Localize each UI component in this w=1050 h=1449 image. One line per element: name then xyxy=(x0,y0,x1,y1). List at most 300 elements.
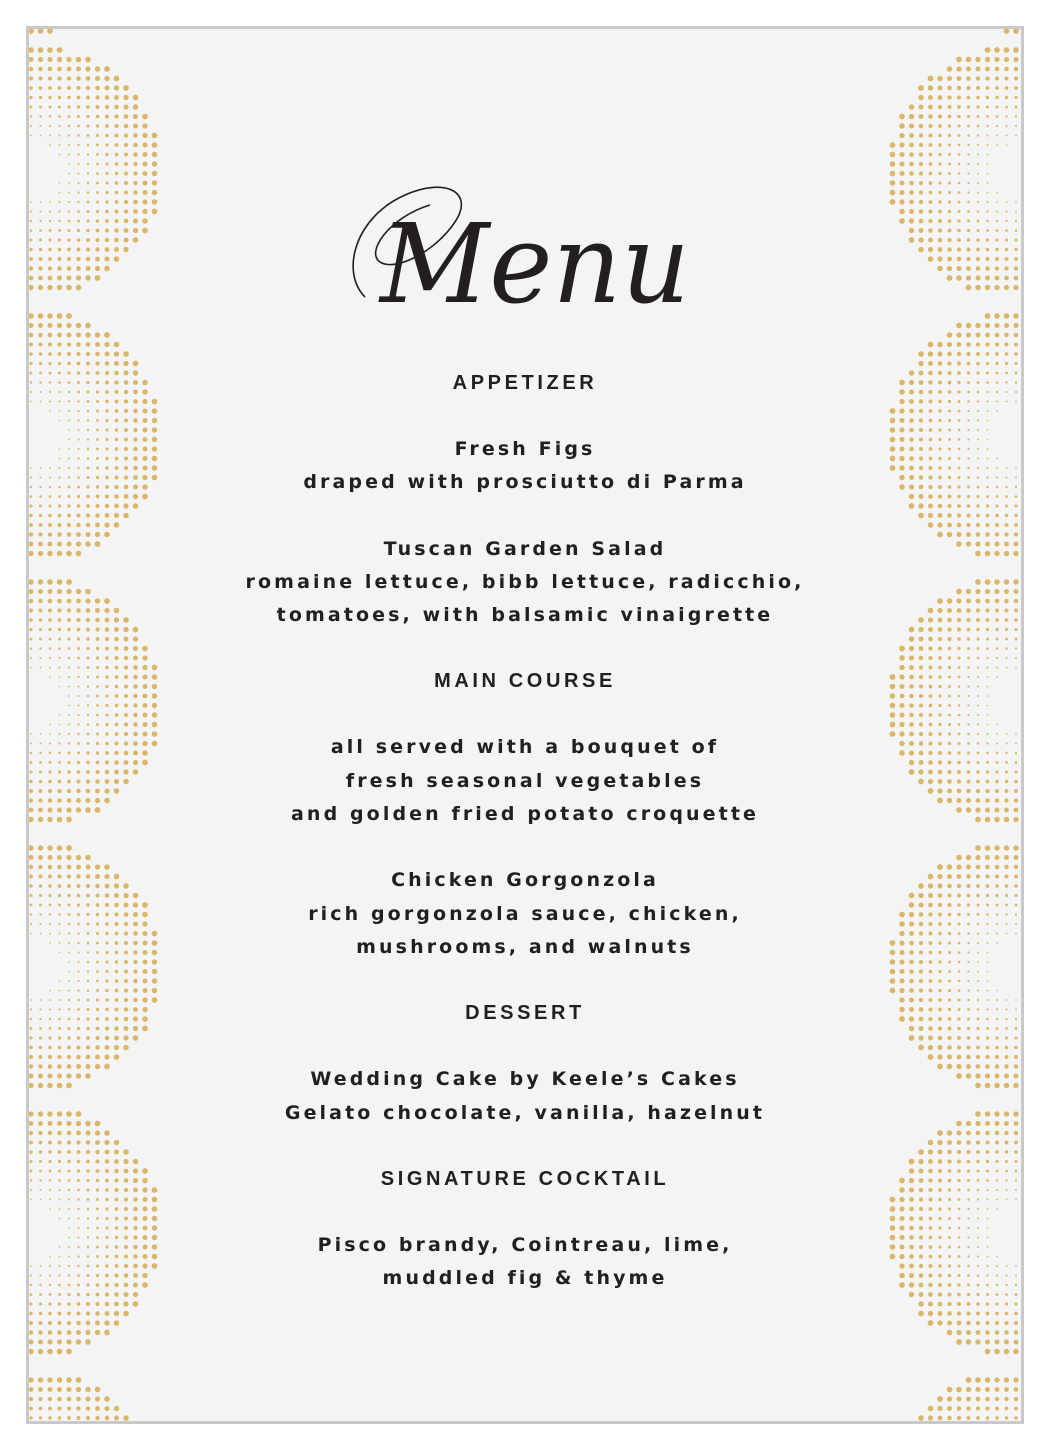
gold-dot xyxy=(1005,381,1007,383)
gold-dot xyxy=(967,733,970,736)
gold-dot xyxy=(58,657,60,659)
gold-dot xyxy=(986,742,988,744)
gold-dot xyxy=(1014,1074,1019,1079)
gold-dot xyxy=(956,532,961,537)
gold-dot xyxy=(987,980,989,982)
gold-dot xyxy=(995,342,999,346)
gold-dot xyxy=(105,438,108,441)
gold-dot xyxy=(47,1349,53,1355)
gold-dot xyxy=(996,1189,998,1191)
gold-dot xyxy=(152,741,158,747)
gold-dot xyxy=(958,144,961,147)
gold-dot xyxy=(986,1416,990,1420)
gold-dot xyxy=(77,134,79,136)
gold-dot xyxy=(987,971,989,973)
gold-dot xyxy=(68,1198,70,1200)
gold-dot xyxy=(996,933,998,935)
gold-dot xyxy=(966,807,971,812)
gold-dot xyxy=(987,705,989,707)
gold-dot xyxy=(49,476,51,478)
gold-dot xyxy=(105,1017,109,1021)
gold-dot xyxy=(919,656,924,661)
gold-dot xyxy=(105,884,110,889)
gold-dot xyxy=(975,541,980,546)
gold-dot xyxy=(87,723,90,726)
gold-dot xyxy=(124,713,128,717)
gold-dot xyxy=(40,467,42,469)
gold-dot xyxy=(947,1036,951,1040)
gold-dot xyxy=(59,686,61,688)
gold-dot xyxy=(976,761,979,764)
gold-dot xyxy=(909,447,914,452)
gold-dot xyxy=(96,163,99,166)
gold-dot xyxy=(938,779,943,784)
gold-dot xyxy=(985,874,989,878)
gold-dot xyxy=(928,770,933,775)
gold-dot xyxy=(95,1311,100,1316)
gold-dot xyxy=(986,1312,990,1316)
gold-dot xyxy=(938,1236,941,1239)
gold-dot xyxy=(133,162,137,166)
gold-dot xyxy=(68,1284,71,1287)
gold-dot xyxy=(996,742,998,744)
gold-dot xyxy=(105,1274,109,1278)
gold-dot xyxy=(977,439,979,441)
gold-dot xyxy=(996,942,998,944)
gold-dot xyxy=(909,475,914,480)
gold-dot xyxy=(29,579,34,584)
gold-dot xyxy=(996,135,998,137)
gold-dot xyxy=(87,457,90,460)
gold-dot xyxy=(938,970,941,973)
gold-dot xyxy=(996,1256,998,1258)
gold-dot xyxy=(948,429,951,432)
gold-dot xyxy=(957,618,961,622)
gold-dot xyxy=(87,676,90,679)
gold-dot xyxy=(947,1055,952,1060)
gold-dot xyxy=(133,741,138,746)
gold-dot xyxy=(114,637,119,642)
gold-dot xyxy=(995,67,1000,72)
gold-dot xyxy=(919,912,924,917)
gold-dot xyxy=(86,504,90,508)
gold-dot xyxy=(977,999,979,1001)
gold-dot xyxy=(986,1198,988,1200)
gold-dot xyxy=(919,713,923,717)
item-spacer xyxy=(189,1030,861,1063)
gold-dot xyxy=(133,1197,138,1202)
gold-dot xyxy=(96,153,99,156)
gold-dot xyxy=(95,798,100,803)
gold-dot xyxy=(40,135,42,137)
gold-dot xyxy=(977,1255,979,1257)
gold-dot xyxy=(1005,115,1007,117)
section-heading: APPETIZER xyxy=(452,372,598,394)
gold-dot xyxy=(909,988,914,993)
gold-dot xyxy=(133,760,138,765)
gold-dot xyxy=(918,1035,923,1040)
gold-dot xyxy=(30,933,32,935)
gold-dot xyxy=(30,743,32,745)
gold-dot xyxy=(1006,667,1008,669)
gold-dot xyxy=(105,400,108,403)
gold-dot xyxy=(899,456,904,461)
gold-dot xyxy=(76,1064,81,1069)
gold-dot xyxy=(68,952,70,954)
gold-dot xyxy=(68,733,70,735)
gold-dot xyxy=(948,751,952,755)
gold-dot xyxy=(994,1083,1000,1089)
gold-dot xyxy=(87,733,90,736)
gold-dot xyxy=(938,1026,942,1030)
gold-dot xyxy=(142,465,147,470)
gold-dot xyxy=(987,410,989,412)
gold-dot xyxy=(87,163,89,165)
gold-dot xyxy=(947,884,952,889)
gold-dot xyxy=(77,647,80,650)
gold-dot xyxy=(86,381,89,384)
gold-dot xyxy=(918,351,924,357)
gold-dot xyxy=(919,760,924,765)
gold-dot xyxy=(1005,514,1008,517)
gold-dot xyxy=(86,874,91,879)
gold-dot xyxy=(929,666,933,670)
gold-dot xyxy=(928,361,933,366)
gold-dot xyxy=(967,1227,969,1229)
gold-dot xyxy=(985,1377,990,1382)
gold-dot xyxy=(57,542,62,547)
gold-dot xyxy=(87,989,90,992)
gold-dot xyxy=(143,713,148,718)
gold-dot xyxy=(919,1273,924,1278)
gold-dot xyxy=(77,1160,81,1164)
gold-dot xyxy=(995,1064,999,1068)
gold-dot xyxy=(958,400,961,403)
gold-dot xyxy=(133,503,139,509)
gold-dot xyxy=(133,456,138,461)
gold-dot xyxy=(38,1349,44,1355)
gold-dot xyxy=(986,1265,988,1267)
gold-dot xyxy=(95,1396,100,1401)
gold-dot xyxy=(67,1027,70,1030)
gold-dot xyxy=(58,1046,62,1050)
gold-dot xyxy=(938,979,941,982)
gold-dot xyxy=(39,742,41,744)
gold-dot xyxy=(1014,76,1018,80)
gold-dot xyxy=(938,1179,942,1183)
gold-dot xyxy=(133,769,139,775)
gold-dot xyxy=(1014,1407,1018,1411)
gold-dot xyxy=(77,467,79,469)
gold-dot xyxy=(1004,1121,1009,1126)
gold-dot xyxy=(1005,1284,1007,1286)
gold-dot xyxy=(958,733,961,736)
gold-dot xyxy=(68,1265,70,1267)
gold-dot xyxy=(1004,532,1008,536)
gold-dot xyxy=(977,429,979,431)
gold-dot xyxy=(57,608,61,612)
gold-dot xyxy=(49,1293,52,1296)
gold-dot xyxy=(994,579,1000,585)
gold-dot xyxy=(899,1007,904,1012)
gold-dot xyxy=(87,942,90,945)
gold-dot xyxy=(58,96,61,99)
gold-dot xyxy=(59,1218,61,1220)
gold-dot xyxy=(938,1169,942,1173)
gold-dot xyxy=(948,666,951,669)
gold-dot xyxy=(105,1416,110,1421)
gold-dot xyxy=(68,971,70,973)
gold-dot xyxy=(918,1045,924,1051)
gold-dot xyxy=(1004,76,1008,80)
gold-dot xyxy=(1005,372,1008,375)
gold-dot xyxy=(890,1235,896,1241)
gold-dot xyxy=(987,439,989,441)
gold-dot xyxy=(66,1339,71,1344)
gold-dot xyxy=(133,969,137,973)
gold-dot xyxy=(76,342,81,347)
gold-dot xyxy=(114,1320,120,1326)
gold-dot xyxy=(76,57,82,63)
gold-dot xyxy=(1015,1199,1017,1201)
gold-dot xyxy=(977,173,979,175)
gold-dot xyxy=(929,970,933,974)
gold-dot xyxy=(938,922,942,926)
gold-dot xyxy=(95,864,100,869)
gold-dot xyxy=(967,134,970,137)
gold-dot xyxy=(105,951,108,954)
gold-dot xyxy=(39,1046,43,1050)
gold-dot xyxy=(59,952,61,954)
gold-dot xyxy=(114,1283,118,1287)
gold-dot xyxy=(1005,1160,1008,1163)
gold-dot xyxy=(918,617,924,623)
gold-dot xyxy=(115,666,119,670)
gold-dot xyxy=(1015,647,1017,649)
gold-dot xyxy=(947,1150,952,1155)
gold-dot xyxy=(152,152,157,157)
gold-dot xyxy=(96,932,99,935)
gold-dot xyxy=(67,1302,70,1305)
gold-dot xyxy=(77,1169,80,1172)
gold-dot xyxy=(39,1179,41,1181)
gold-dot xyxy=(49,904,52,907)
gold-dot xyxy=(937,788,942,793)
gold-dot xyxy=(115,447,119,451)
gold-dot xyxy=(947,1311,952,1316)
gold-dot xyxy=(977,657,980,660)
gold-dot xyxy=(967,504,971,508)
gold-dot xyxy=(976,894,979,897)
gold-dot xyxy=(985,1339,990,1344)
gold-dot xyxy=(114,1292,119,1297)
gold-dot xyxy=(1004,1397,1008,1401)
gold-dot xyxy=(48,599,52,603)
gold-dot xyxy=(29,86,33,90)
gold-dot xyxy=(967,1036,971,1040)
gold-dot xyxy=(105,647,109,651)
gold-dot xyxy=(96,1246,99,1249)
gold-dot xyxy=(899,427,904,432)
gold-dot xyxy=(937,598,943,604)
item-spacer xyxy=(189,698,861,731)
gold-dot xyxy=(1004,57,1009,62)
gold-dot xyxy=(86,532,91,537)
gold-dot xyxy=(49,942,51,944)
gold-dot xyxy=(58,1407,62,1411)
gold-dot xyxy=(937,1396,943,1402)
gold-dot xyxy=(958,476,961,479)
gold-dot xyxy=(919,1169,924,1174)
menu-title-text: Menu xyxy=(378,200,690,328)
gold-dot xyxy=(152,940,158,946)
gold-dot xyxy=(67,884,71,888)
gold-dot xyxy=(133,1273,138,1278)
section-spacer xyxy=(189,964,861,997)
gold-dot xyxy=(142,484,147,489)
gold-dot xyxy=(1015,657,1017,659)
gold-dot xyxy=(47,29,53,34)
gold-dot xyxy=(957,1017,960,1020)
gold-dot xyxy=(124,1254,128,1258)
gold-dot xyxy=(938,381,942,385)
gold-dot xyxy=(68,1237,70,1239)
gold-dot xyxy=(947,893,951,897)
gold-dot xyxy=(86,779,90,783)
gold-dot xyxy=(919,675,923,679)
gold-dot xyxy=(67,637,70,640)
gold-dot xyxy=(39,1055,43,1059)
gold-dot xyxy=(919,399,923,403)
gold-dot xyxy=(96,685,99,688)
gold-dot xyxy=(958,163,960,165)
gold-dot xyxy=(899,950,904,955)
gold-dot xyxy=(124,751,129,756)
gold-dot xyxy=(976,798,981,803)
gold-dot xyxy=(68,666,70,668)
gold-dot xyxy=(948,457,951,460)
gold-dot xyxy=(1004,1349,1010,1355)
gold-dot xyxy=(77,514,81,518)
gold-dot xyxy=(77,1265,79,1267)
gold-dot xyxy=(124,428,128,432)
gold-dot xyxy=(996,761,999,764)
gold-dot xyxy=(105,1311,110,1316)
gold-dot xyxy=(143,684,148,689)
gold-dot xyxy=(919,380,924,385)
gold-dot xyxy=(95,1302,99,1306)
gold-dot xyxy=(967,999,970,1002)
gold-dot xyxy=(96,942,99,945)
gold-dot xyxy=(68,724,70,726)
gold-dot xyxy=(39,884,42,887)
gold-dot xyxy=(958,1236,960,1238)
gold-dot xyxy=(87,704,89,706)
gold-dot xyxy=(59,1208,61,1210)
gold-dot xyxy=(76,1377,82,1383)
gold-dot xyxy=(967,970,969,972)
gold-dot xyxy=(1015,913,1017,915)
gold-dot xyxy=(58,1036,61,1039)
gold-dot xyxy=(929,457,933,461)
gold-dot xyxy=(1005,1312,1009,1316)
gold-dot xyxy=(30,391,32,393)
gold-dot xyxy=(48,770,51,773)
gold-dot xyxy=(76,523,80,527)
gold-dot xyxy=(967,742,970,745)
gold-dot xyxy=(124,1197,128,1201)
gold-dot xyxy=(114,1311,119,1316)
gold-dot xyxy=(975,1083,981,1089)
gold-dot xyxy=(114,627,119,632)
gold-dot xyxy=(948,1293,952,1297)
gold-dot xyxy=(123,513,128,518)
gold-dot xyxy=(30,135,32,137)
gold-dot xyxy=(1005,657,1007,659)
gold-dot xyxy=(958,980,961,983)
gold-dot xyxy=(1015,115,1017,117)
gold-dot xyxy=(58,904,61,907)
gold-dot xyxy=(957,789,962,794)
gold-dot xyxy=(947,1416,952,1421)
gold-dot xyxy=(143,979,148,984)
gold-dot xyxy=(918,1415,924,1421)
gold-dot xyxy=(938,637,942,641)
gold-dot xyxy=(948,989,951,992)
gold-dot xyxy=(123,95,128,100)
gold-dot xyxy=(929,172,933,176)
gold-dot xyxy=(87,419,89,421)
gold-dot xyxy=(919,722,923,726)
gold-dot xyxy=(977,952,979,954)
gold-dot xyxy=(86,1179,89,1182)
gold-dot xyxy=(909,741,914,746)
gold-dot xyxy=(96,457,99,460)
gold-dot xyxy=(987,1218,989,1220)
gold-dot xyxy=(95,1330,100,1335)
gold-dot xyxy=(77,628,81,632)
gold-dot xyxy=(948,438,951,441)
gold-dot xyxy=(938,1188,942,1192)
gold-dot xyxy=(29,1141,33,1145)
gold-dot xyxy=(58,1027,61,1030)
gold-dot xyxy=(57,1055,61,1059)
gold-dot xyxy=(996,381,999,384)
gold-dot xyxy=(86,495,89,498)
gold-dot xyxy=(95,1055,100,1060)
gold-dot xyxy=(995,865,999,869)
gold-dot xyxy=(39,523,43,527)
gold-dot xyxy=(29,542,33,547)
gold-dot xyxy=(114,390,118,394)
gold-dot xyxy=(966,1140,970,1144)
gold-dot xyxy=(995,514,999,518)
gold-dot xyxy=(976,504,979,507)
gold-dot xyxy=(919,124,924,129)
gold-dot xyxy=(123,1149,129,1155)
gold-dot xyxy=(105,419,108,422)
gold-dot xyxy=(986,125,988,127)
gold-dot xyxy=(58,495,61,498)
gold-dot xyxy=(29,1083,34,1088)
gold-dot xyxy=(67,67,72,72)
gold-dot xyxy=(1015,486,1017,488)
gold-dot xyxy=(1015,495,1018,498)
gold-dot xyxy=(59,942,61,944)
gold-dot xyxy=(77,486,80,489)
gold-dot xyxy=(39,913,41,915)
gold-dot xyxy=(77,733,79,735)
